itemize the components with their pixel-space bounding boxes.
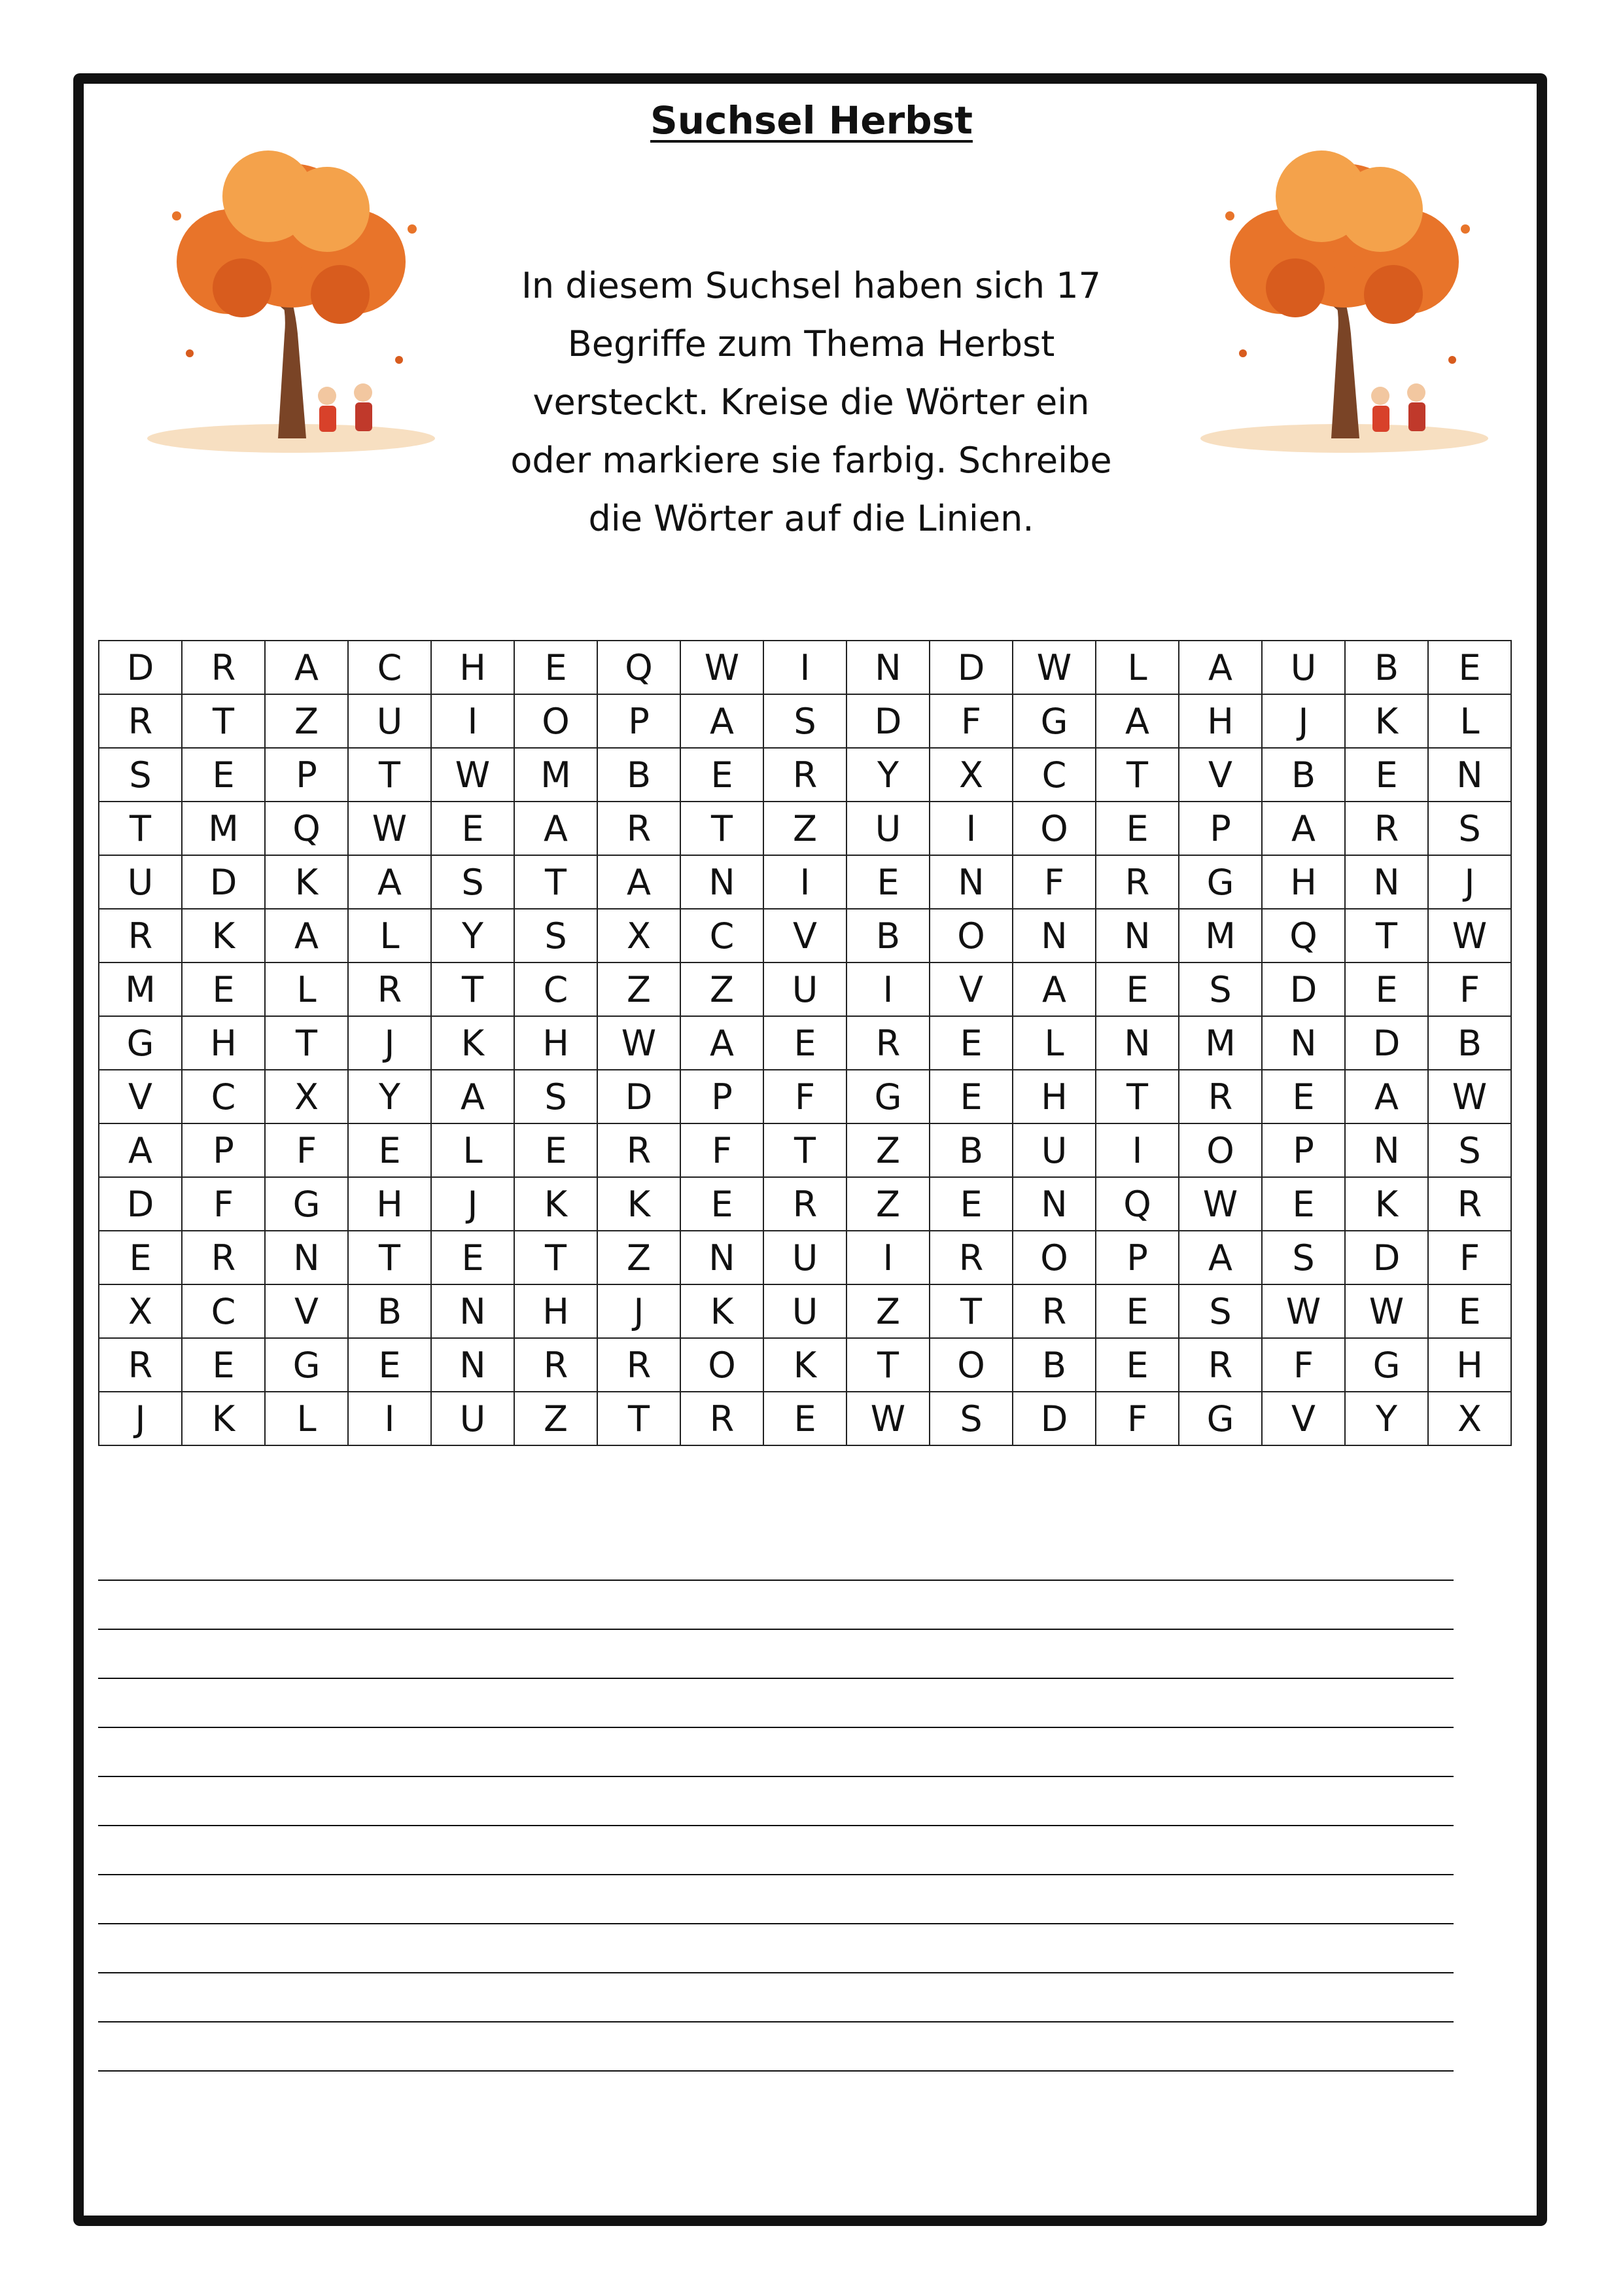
grid-cell[interactable]: O xyxy=(680,1338,763,1392)
grid-cell[interactable]: N xyxy=(1096,909,1179,963)
grid-cell[interactable]: J xyxy=(431,1177,514,1231)
grid-cell[interactable]: T xyxy=(1345,909,1428,963)
grid-cell[interactable]: P xyxy=(1096,1231,1179,1284)
grid-cell[interactable]: A xyxy=(514,802,597,855)
grid-cell[interactable]: E xyxy=(930,1177,1013,1231)
grid-cell[interactable]: E xyxy=(680,1177,763,1231)
grid-cell[interactable]: Q xyxy=(1096,1177,1179,1231)
grid-cell[interactable]: X xyxy=(597,909,680,963)
grid-row xyxy=(99,1016,1511,1070)
grid-cell[interactable]: N xyxy=(1013,1177,1096,1231)
grid-cell[interactable]: G xyxy=(1179,1392,1262,1445)
grid-cell[interactable]: S xyxy=(99,748,182,802)
grid-cell[interactable]: A xyxy=(99,1123,182,1177)
grid-row xyxy=(99,855,1511,909)
grid-cell[interactable]: R xyxy=(1345,802,1428,855)
grid-cell[interactable]: U xyxy=(431,1392,514,1445)
grid-cell[interactable]: R xyxy=(763,1177,846,1231)
grid-cell[interactable]: K xyxy=(182,909,265,963)
writing-line[interactable] xyxy=(98,1825,1454,1826)
grid-cell[interactable]: S xyxy=(1428,1123,1511,1177)
grid-cell[interactable]: Z xyxy=(597,963,680,1016)
grid-cell[interactable]: H xyxy=(1428,1338,1511,1392)
page-title: Suchsel Herbst xyxy=(650,98,973,143)
grid-cell[interactable]: R xyxy=(99,1338,182,1392)
grid-cell[interactable]: T xyxy=(1096,1070,1179,1123)
grid-cell[interactable]: P xyxy=(265,748,348,802)
grid-cell[interactable]: H xyxy=(514,1016,597,1070)
grid-cell[interactable]: O xyxy=(1013,802,1096,855)
grid-cell[interactable]: M xyxy=(514,748,597,802)
grid-cell[interactable]: K xyxy=(763,1338,846,1392)
grid-cell[interactable]: X xyxy=(930,748,1013,802)
grid-cell[interactable]: G xyxy=(1345,1338,1428,1392)
grid-cell[interactable]: I xyxy=(1096,1123,1179,1177)
grid-cell[interactable]: L xyxy=(1096,641,1179,694)
grid-cell[interactable]: N xyxy=(930,855,1013,909)
grid-cell[interactable]: E xyxy=(431,1231,514,1284)
grid-cell[interactable]: S xyxy=(1179,1284,1262,1338)
writing-line[interactable] xyxy=(98,2070,1454,2072)
grid-cell[interactable]: T xyxy=(431,963,514,1016)
grid-cell[interactable]: B xyxy=(1345,641,1428,694)
grid-cell[interactable]: K xyxy=(431,1016,514,1070)
grid-cell[interactable]: S xyxy=(514,909,597,963)
grid-cell[interactable]: V xyxy=(1179,748,1262,802)
word-search-grid xyxy=(98,640,1512,1446)
grid-cell[interactable]: Y xyxy=(431,909,514,963)
grid-cell[interactable]: G xyxy=(1179,855,1262,909)
grid-cell[interactable]: A xyxy=(1013,963,1096,1016)
grid-cell[interactable]: X xyxy=(265,1070,348,1123)
grid-cell[interactable]: D xyxy=(1262,963,1345,1016)
grid-cell[interactable]: T xyxy=(1096,748,1179,802)
grid-row xyxy=(99,694,1511,748)
grid-row xyxy=(99,1123,1511,1177)
grid-cell[interactable]: A xyxy=(1262,802,1345,855)
writing-line[interactable] xyxy=(98,1580,1454,1581)
grid-cell[interactable]: U xyxy=(763,963,846,1016)
grid-cell[interactable]: N xyxy=(1428,748,1511,802)
grid-cell[interactable]: W xyxy=(680,641,763,694)
grid-cell[interactable]: D xyxy=(182,855,265,909)
grid-cell[interactable]: N xyxy=(431,1338,514,1392)
writing-line[interactable] xyxy=(98,1629,1454,1630)
grid-cell[interactable]: D xyxy=(99,1177,182,1231)
grid-cell[interactable]: A xyxy=(1179,641,1262,694)
grid-cell[interactable]: R xyxy=(1179,1070,1262,1123)
grid-cell[interactable]: E xyxy=(763,1016,846,1070)
grid-cell[interactable]: L xyxy=(431,1123,514,1177)
grid-cell[interactable]: P xyxy=(597,694,680,748)
grid-cell[interactable]: S xyxy=(1262,1231,1345,1284)
grid-cell[interactable]: B xyxy=(930,1123,1013,1177)
grid-cell[interactable]: E xyxy=(680,748,763,802)
grid-cell[interactable]: R xyxy=(597,1338,680,1392)
instructions xyxy=(458,256,1164,548)
grid-cell[interactable]: T xyxy=(680,802,763,855)
grid-cell[interactable]: M xyxy=(1179,1016,1262,1070)
grid-cell[interactable]: G xyxy=(265,1338,348,1392)
grid-cell[interactable]: T xyxy=(930,1284,1013,1338)
grid-cell[interactable]: I xyxy=(348,1392,431,1445)
grid-cell[interactable]: H xyxy=(1013,1070,1096,1123)
writing-line[interactable] xyxy=(98,1923,1454,1924)
grid-cell[interactable]: N xyxy=(1262,1016,1345,1070)
grid-cell[interactable]: J xyxy=(99,1392,182,1445)
grid-cell[interactable]: O xyxy=(930,909,1013,963)
grid-cell[interactable]: B xyxy=(846,909,930,963)
grid-cell[interactable]: R xyxy=(99,909,182,963)
grid-cell[interactable]: J xyxy=(348,1016,431,1070)
writing-line[interactable] xyxy=(98,1678,1454,1679)
grid-cell[interactable]: E xyxy=(348,1123,431,1177)
grid-cell[interactable]: E xyxy=(1096,963,1179,1016)
grid-row xyxy=(99,748,1511,802)
grid-cell[interactable]: P xyxy=(680,1070,763,1123)
grid-cell[interactable]: K xyxy=(265,855,348,909)
grid-row xyxy=(99,1392,1511,1445)
writing-line[interactable] xyxy=(98,1972,1454,1973)
grid-cell[interactable]: Z xyxy=(846,1177,930,1231)
grid-cell[interactable]: E xyxy=(846,855,930,909)
grid-cell[interactable]: W xyxy=(348,802,431,855)
grid-cell[interactable]: T xyxy=(763,1123,846,1177)
grid-cell[interactable]: E xyxy=(763,1392,846,1445)
grid-cell[interactable]: G xyxy=(99,1016,182,1070)
grid-cell[interactable]: L xyxy=(265,1392,348,1445)
grid-cell[interactable]: M xyxy=(99,963,182,1016)
grid-cell[interactable]: K xyxy=(1345,694,1428,748)
grid-cell[interactable]: T xyxy=(182,694,265,748)
grid-cell[interactable]: A xyxy=(1345,1070,1428,1123)
grid-cell[interactable]: A xyxy=(431,1070,514,1123)
grid-cell[interactable]: G xyxy=(265,1177,348,1231)
grid-cell[interactable]: S xyxy=(1428,802,1511,855)
grid-cell[interactable]: U xyxy=(763,1231,846,1284)
grid-cell[interactable]: W xyxy=(1262,1284,1345,1338)
grid-cell[interactable]: E xyxy=(182,963,265,1016)
writing-line[interactable] xyxy=(98,1776,1454,1777)
grid-cell[interactable]: K xyxy=(597,1177,680,1231)
grid-cell[interactable]: U xyxy=(1262,641,1345,694)
grid-cell[interactable]: E xyxy=(182,748,265,802)
grid-cell[interactable]: N xyxy=(431,1284,514,1338)
grid-cell[interactable]: S xyxy=(930,1392,1013,1445)
grid-cell[interactable]: Q xyxy=(597,641,680,694)
grid-cell[interactable]: O xyxy=(1013,1231,1096,1284)
grid-cell[interactable]: H xyxy=(182,1016,265,1070)
grid-cell[interactable]: U xyxy=(763,1284,846,1338)
grid-cell[interactable]: R xyxy=(680,1392,763,1445)
grid-cell[interactable]: E xyxy=(1428,641,1511,694)
writing-lines xyxy=(98,1580,1454,2119)
grid-cell[interactable]: Y xyxy=(846,748,930,802)
grid-cell[interactable]: R xyxy=(1179,1338,1262,1392)
grid-cell[interactable]: B xyxy=(1013,1338,1096,1392)
grid-row xyxy=(99,1177,1511,1231)
grid-cell[interactable]: U xyxy=(1013,1123,1096,1177)
grid-cell[interactable]: C xyxy=(348,641,431,694)
grid-cell[interactable]: R xyxy=(597,1123,680,1177)
grid-cell[interactable]: E xyxy=(182,1338,265,1392)
grid-cell[interactable]: F xyxy=(1096,1392,1179,1445)
grid-cell[interactable]: B xyxy=(348,1284,431,1338)
grid-cell[interactable]: Z xyxy=(846,1284,930,1338)
grid-cell[interactable]: T xyxy=(348,1231,431,1284)
grid-cell[interactable]: J xyxy=(597,1284,680,1338)
grid-row xyxy=(99,1338,1511,1392)
grid-cell[interactable]: E xyxy=(1096,1284,1179,1338)
grid-cell[interactable]: E xyxy=(514,641,597,694)
grid-cell[interactable]: U xyxy=(99,855,182,909)
grid-cell[interactable]: E xyxy=(1096,802,1179,855)
grid-cell[interactable]: R xyxy=(1013,1284,1096,1338)
grid-cell[interactable]: O xyxy=(1179,1123,1262,1177)
grid-cell[interactable]: E xyxy=(431,802,514,855)
grid-cell[interactable]: T xyxy=(265,1016,348,1070)
grid-cell[interactable]: V xyxy=(99,1070,182,1123)
grid-cell[interactable]: T xyxy=(514,855,597,909)
grid-cell[interactable]: H xyxy=(1262,855,1345,909)
grid-cell[interactable]: D xyxy=(1345,1231,1428,1284)
grid-cell[interactable]: A xyxy=(1096,694,1179,748)
grid-cell[interactable]: X xyxy=(1428,1392,1511,1445)
grid-cell[interactable]: M xyxy=(1179,909,1262,963)
grid-cell[interactable]: R xyxy=(99,694,182,748)
grid-cell[interactable]: I xyxy=(431,694,514,748)
grid-cell[interactable]: E xyxy=(1345,748,1428,802)
grid-cell[interactable]: H xyxy=(348,1177,431,1231)
grid-cell[interactable]: D xyxy=(846,694,930,748)
grid-cell[interactable]: P xyxy=(1179,802,1262,855)
grid-cell[interactable]: H xyxy=(1179,694,1262,748)
grid-cell[interactable]: R xyxy=(930,1231,1013,1284)
grid-row xyxy=(99,641,1511,694)
grid-cell[interactable]: A xyxy=(265,641,348,694)
grid-cell[interactable]: W xyxy=(1179,1177,1262,1231)
grid-cell[interactable]: N xyxy=(1345,1123,1428,1177)
grid-cell[interactable]: S xyxy=(763,694,846,748)
grid-cell[interactable]: N xyxy=(680,855,763,909)
grid-cell[interactable]: A xyxy=(265,909,348,963)
grid-cell[interactable]: F xyxy=(930,694,1013,748)
grid-cell[interactable]: L xyxy=(1428,694,1511,748)
grid-cell[interactable]: W xyxy=(846,1392,930,1445)
grid-cell[interactable]: N xyxy=(1013,909,1096,963)
grid-cell[interactable]: F xyxy=(265,1123,348,1177)
writing-line[interactable] xyxy=(98,1874,1454,1875)
grid-cell[interactable]: F xyxy=(1262,1338,1345,1392)
grid-cell[interactable]: F xyxy=(680,1123,763,1177)
grid-cell[interactable]: Y xyxy=(348,1070,431,1123)
grid-cell[interactable]: S xyxy=(514,1070,597,1123)
grid-cell[interactable]: K xyxy=(514,1177,597,1231)
grid-cell[interactable]: Q xyxy=(1262,909,1345,963)
grid-cell[interactable]: N xyxy=(1345,855,1428,909)
grid-cell[interactable]: W xyxy=(1428,1070,1511,1123)
grid-cell[interactable]: E xyxy=(99,1231,182,1284)
grid-cell[interactable]: E xyxy=(930,1016,1013,1070)
grid-cell[interactable]: E xyxy=(1096,1338,1179,1392)
grid-cell[interactable]: W xyxy=(597,1016,680,1070)
grid-cell[interactable]: N xyxy=(265,1231,348,1284)
grid-cell[interactable]: D xyxy=(1345,1016,1428,1070)
grid-cell[interactable]: A xyxy=(597,855,680,909)
grid-cell[interactable]: A xyxy=(348,855,431,909)
grid-cell[interactable]: C xyxy=(182,1070,265,1123)
instruction-line: Begriffe zum Thema Herbst xyxy=(567,323,1055,364)
grid-cell[interactable]: T xyxy=(348,748,431,802)
grid-row xyxy=(99,802,1511,855)
grid-cell[interactable]: K xyxy=(182,1392,265,1445)
grid-cell[interactable]: R xyxy=(1096,855,1179,909)
grid-cell[interactable]: E xyxy=(1345,963,1428,1016)
grid-cell[interactable]: J xyxy=(1262,694,1345,748)
grid-cell[interactable]: D xyxy=(99,641,182,694)
grid-cell[interactable]: N xyxy=(1096,1016,1179,1070)
grid-cell[interactable]: Z xyxy=(763,802,846,855)
grid-cell[interactable]: E xyxy=(1428,1284,1511,1338)
grid-cell[interactable]: F xyxy=(1428,1231,1511,1284)
grid-cell[interactable]: Z xyxy=(846,1123,930,1177)
instruction-line: versteckt. Kreise die Wörter ein xyxy=(532,381,1090,423)
grid-cell[interactable]: Z xyxy=(265,694,348,748)
grid-cell[interactable]: I xyxy=(930,802,1013,855)
grid-cell[interactable]: K xyxy=(1345,1177,1428,1231)
grid-cell[interactable]: C xyxy=(182,1284,265,1338)
grid-cell[interactable]: G xyxy=(1013,694,1096,748)
grid-cell[interactable]: J xyxy=(1428,855,1511,909)
grid-cell[interactable]: I xyxy=(763,641,846,694)
grid-cell[interactable]: G xyxy=(846,1070,930,1123)
grid-cell[interactable]: R xyxy=(182,1231,265,1284)
grid-cell[interactable]: D xyxy=(930,641,1013,694)
grid-cell[interactable]: O xyxy=(930,1338,1013,1392)
autumn-tree-illustration-right xyxy=(1191,137,1498,465)
grid-cell[interactable]: V xyxy=(1262,1392,1345,1445)
grid-cell[interactable]: M xyxy=(182,802,265,855)
grid-cell[interactable]: W xyxy=(1345,1284,1428,1338)
grid-cell[interactable]: P xyxy=(1262,1123,1345,1177)
grid-cell[interactable]: U xyxy=(348,694,431,748)
grid-cell[interactable]: F xyxy=(763,1070,846,1123)
grid-cell[interactable]: Q xyxy=(265,802,348,855)
grid-cell[interactable]: K xyxy=(680,1284,763,1338)
grid-cell[interactable]: D xyxy=(597,1070,680,1123)
grid-cell[interactable]: B xyxy=(597,748,680,802)
grid-cell[interactable]: H xyxy=(514,1284,597,1338)
grid-cell[interactable]: E xyxy=(514,1123,597,1177)
grid-cell[interactable]: F xyxy=(1428,963,1511,1016)
grid-cell[interactable]: F xyxy=(182,1177,265,1231)
grid-cell[interactable]: I xyxy=(846,1231,930,1284)
instruction-line: die Wörter auf die Linien. xyxy=(588,498,1034,539)
grid-cell[interactable]: A xyxy=(1179,1231,1262,1284)
grid-cell[interactable]: L xyxy=(348,909,431,963)
grid-row xyxy=(99,909,1511,963)
grid-cell[interactable]: E xyxy=(348,1338,431,1392)
grid-cell[interactable]: N xyxy=(680,1231,763,1284)
grid-cell[interactable]: T xyxy=(99,802,182,855)
grid-cell[interactable]: H xyxy=(431,641,514,694)
writing-line[interactable] xyxy=(98,1727,1454,1728)
grid-cell[interactable]: I xyxy=(763,855,846,909)
instruction-line: oder markiere sie farbig. Schreibe xyxy=(510,440,1112,481)
grid-cell[interactable]: L xyxy=(1013,1016,1096,1070)
grid-cell[interactable]: E xyxy=(930,1070,1013,1123)
grid-cell[interactable]: C xyxy=(680,909,763,963)
grid-cell[interactable]: W xyxy=(431,748,514,802)
grid-cell[interactable]: R xyxy=(597,802,680,855)
grid-row xyxy=(99,963,1511,1016)
grid-cell[interactable]: S xyxy=(1179,963,1262,1016)
grid-cell[interactable]: L xyxy=(265,963,348,1016)
grid-cell[interactable]: T xyxy=(846,1338,930,1392)
grid-cell[interactable]: S xyxy=(431,855,514,909)
grid-row xyxy=(99,1070,1511,1123)
grid-cell[interactable]: R xyxy=(846,1016,930,1070)
grid-cell[interactable]: C xyxy=(1013,748,1096,802)
grid-cell[interactable]: V xyxy=(930,963,1013,1016)
grid-cell[interactable]: R xyxy=(763,748,846,802)
grid-cell[interactable]: A xyxy=(680,1016,763,1070)
grid-row xyxy=(99,1284,1511,1338)
grid-cell[interactable]: T xyxy=(514,1231,597,1284)
grid-cell[interactable]: R xyxy=(348,963,431,1016)
grid-cell[interactable]: X xyxy=(99,1284,182,1338)
grid-cell[interactable]: V xyxy=(265,1284,348,1338)
grid-cell[interactable]: D xyxy=(1013,1392,1096,1445)
grid-cell[interactable]: V xyxy=(763,909,846,963)
grid-cell[interactable]: Y xyxy=(1345,1392,1428,1445)
grid-cell[interactable]: E xyxy=(1262,1177,1345,1231)
writing-line[interactable] xyxy=(98,2021,1454,2022)
grid-cell[interactable]: T xyxy=(597,1392,680,1445)
grid-cell[interactable]: P xyxy=(182,1123,265,1177)
grid-cell[interactable]: C xyxy=(514,963,597,1016)
grid-cell[interactable]: W xyxy=(1013,641,1096,694)
grid-cell[interactable]: N xyxy=(846,641,930,694)
grid-cell[interactable]: R xyxy=(182,641,265,694)
grid-cell[interactable]: B xyxy=(1262,748,1345,802)
grid-cell[interactable]: O xyxy=(514,694,597,748)
grid-cell[interactable]: I xyxy=(846,963,930,1016)
grid-cell[interactable]: A xyxy=(680,694,763,748)
grid-cell[interactable]: W xyxy=(1428,909,1511,963)
grid-cell[interactable]: F xyxy=(1013,855,1096,909)
autumn-tree-illustration-left xyxy=(137,137,445,465)
grid-cell[interactable]: Z xyxy=(514,1392,597,1445)
grid-cell[interactable]: E xyxy=(1262,1070,1345,1123)
grid-cell[interactable]: Z xyxy=(680,963,763,1016)
grid-cell[interactable]: R xyxy=(514,1338,597,1392)
grid-cell[interactable]: Z xyxy=(597,1231,680,1284)
grid-row xyxy=(99,1231,1511,1284)
grid-cell[interactable]: U xyxy=(846,802,930,855)
instruction-line: In diesem Suchsel haben sich 17 xyxy=(521,265,1102,306)
grid-cell[interactable]: R xyxy=(1428,1177,1511,1231)
grid-cell[interactable]: B xyxy=(1428,1016,1511,1070)
